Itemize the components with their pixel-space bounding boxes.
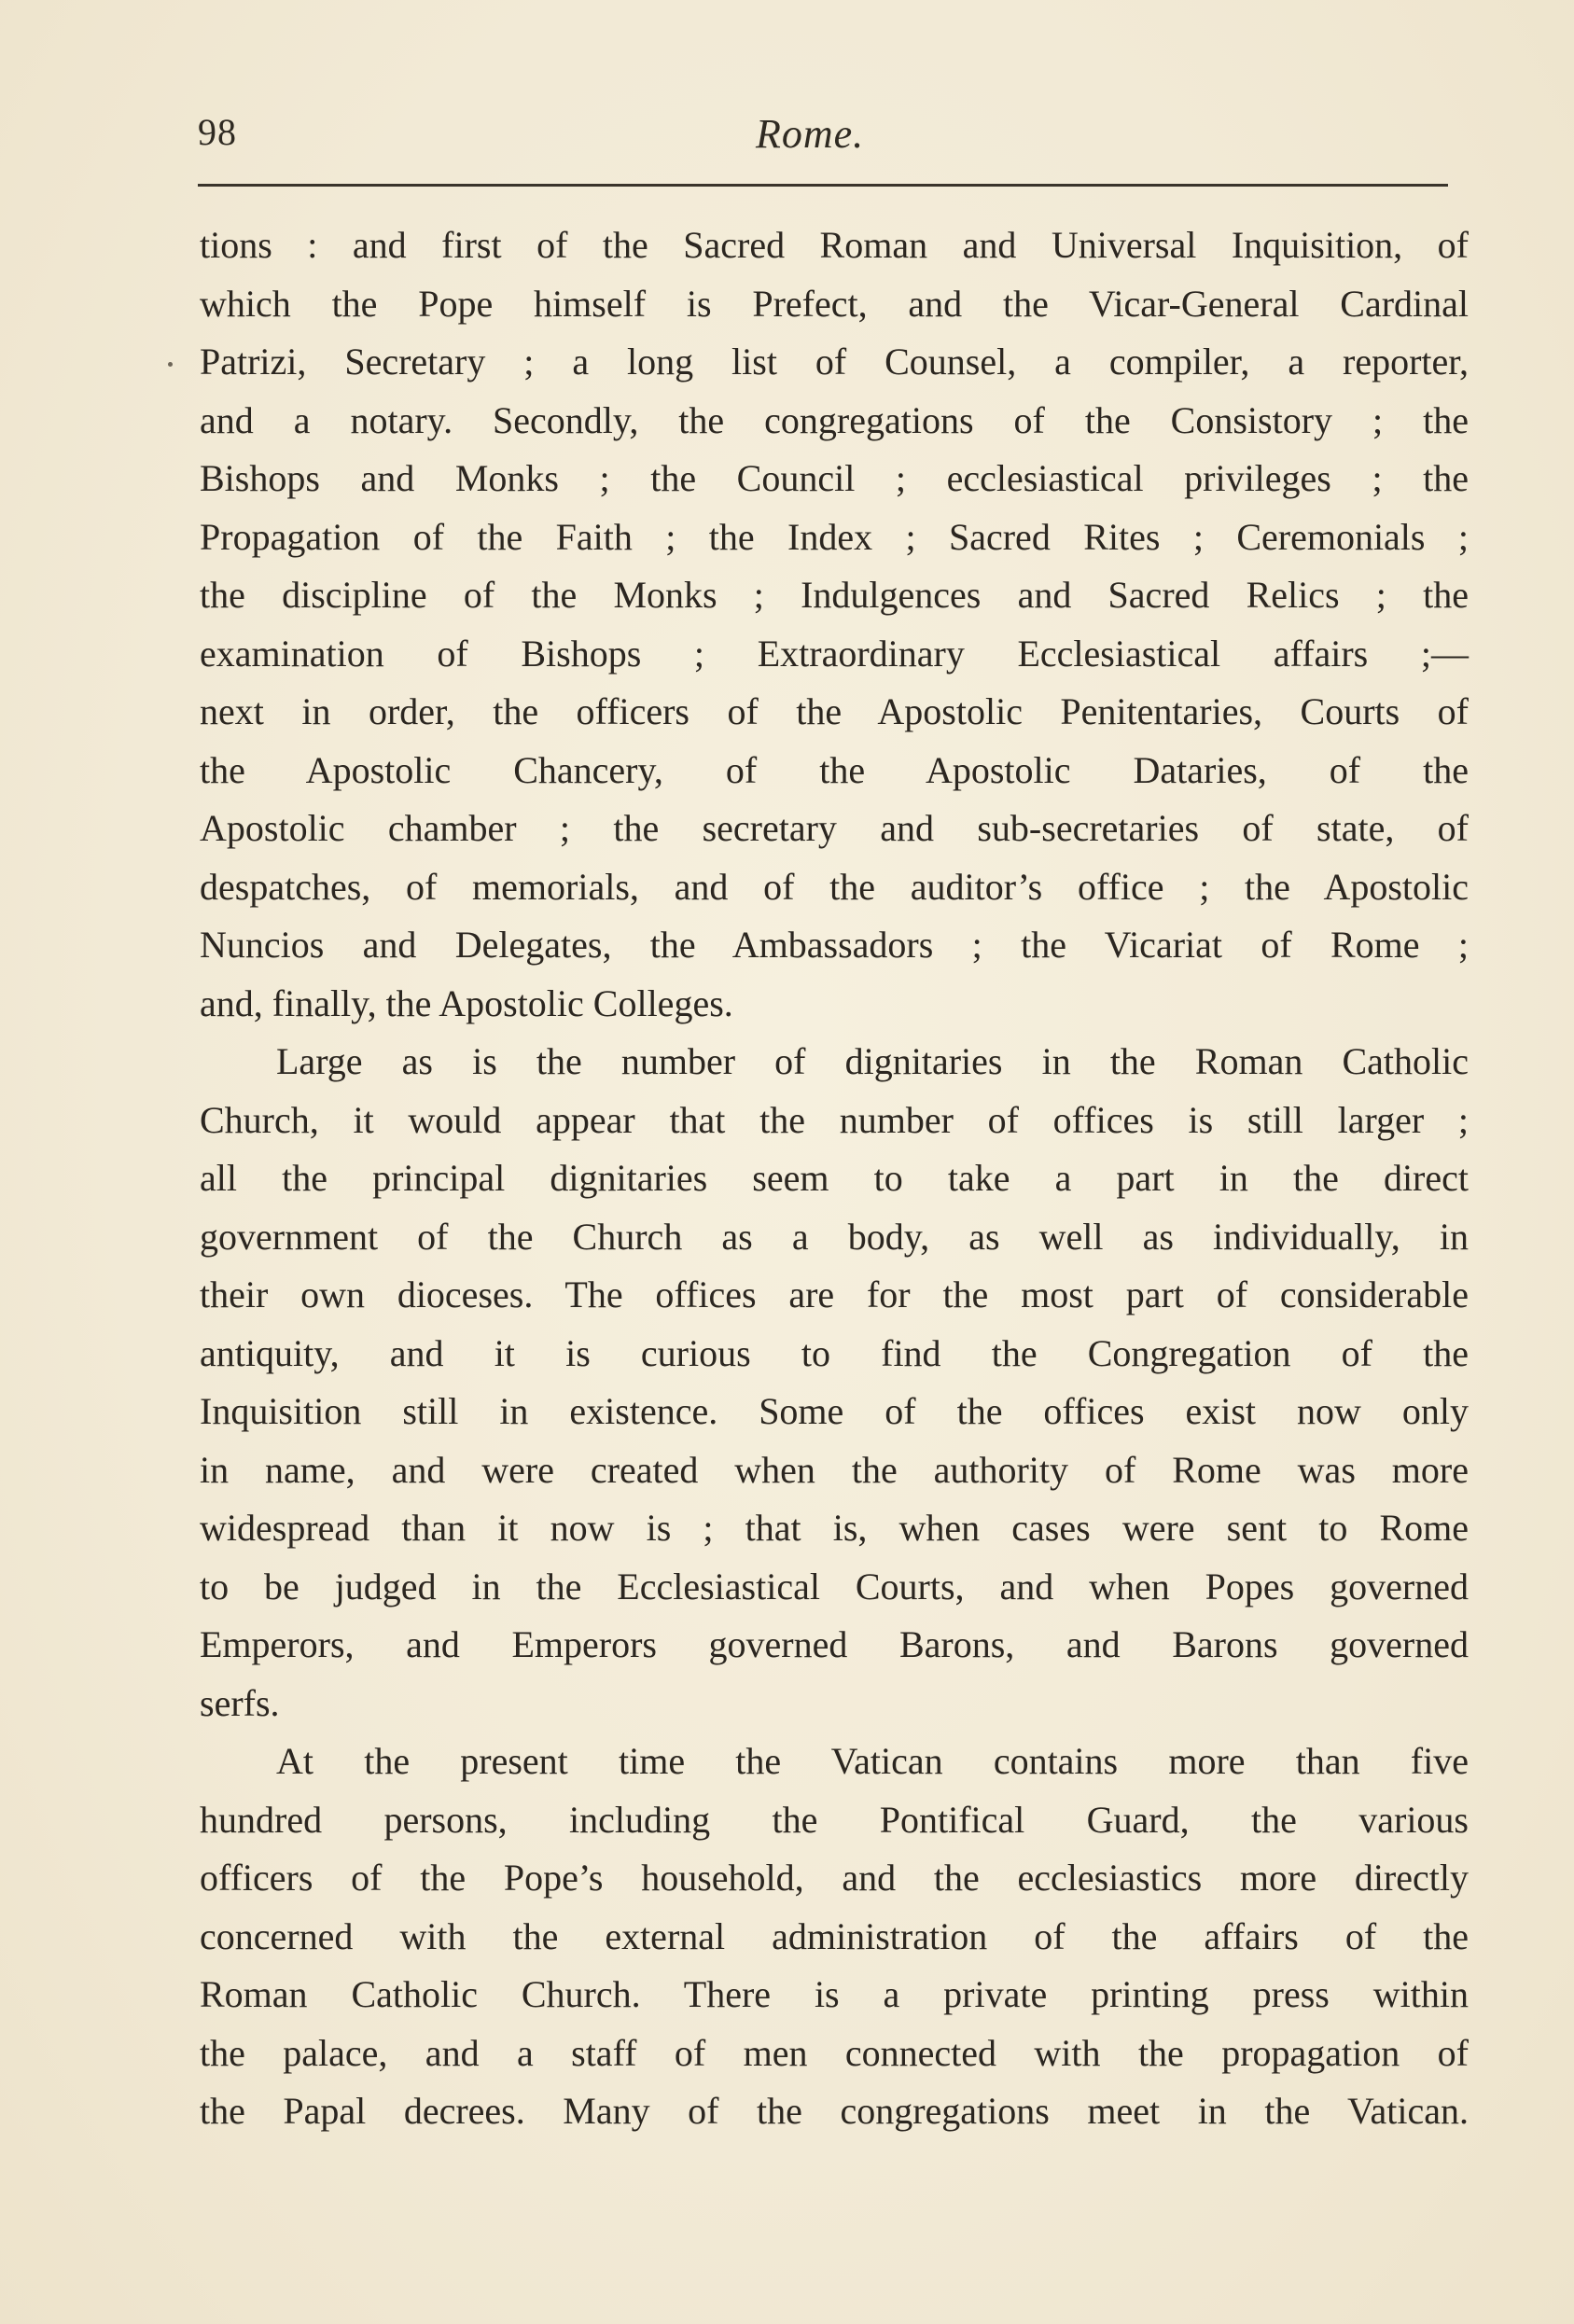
text-line: next in order, the officers of the Apostolic Penitentaries, Courts of: [200, 690, 1469, 732]
text-line: hundred persons, including the Pontifical Guard, the various: [200, 1798, 1469, 1841]
text-line: officers of the Pope’s household, and the ecclesiastics more directly: [200, 1857, 1469, 1899]
paragraph-end-line: and, finally, the Apostolic Colleges.: [200, 981, 733, 1024]
text-line: government of the Church as a body, as well as individually, in: [200, 1215, 1469, 1258]
text-line: antiquity, and it is curious to find the Congregation of the: [200, 1331, 1469, 1374]
body-text: [200, 216, 1469, 2141]
text-line: the Papal decrees. Many of the congregations meet in the Vatican.: [200, 2090, 1469, 2132]
text-line: all the principal dignitaries seem to take a part in the direct: [200, 1157, 1469, 1199]
text-line: the Apostolic Chancery, of the Apostolic Dataries, of the: [200, 748, 1469, 791]
text-line: their own dioceses. The offices are for the most part of considerable: [200, 1273, 1469, 1315]
text-line: Nuncios and Delegates, the Ambassadors ; the Vicariat of Rome ;: [200, 924, 1469, 966]
text-line: Church, it would appear that the number of offices is still larger ;: [200, 1098, 1469, 1141]
text-line: to be judged in the Ecclesiastical Courts, and when Popes governed: [200, 1565, 1469, 1607]
text-line: the discipline of the Monks ; Indulgences and Sacred Relics ; the: [200, 574, 1469, 616]
paragraph-start-line: Large as is the number of dignitaries in the Roman Catholic: [276, 1040, 1469, 1082]
text-line: Patrizi, Secretary ; a long list of Counsel, a compiler, a reporter,: [200, 341, 1469, 383]
text-line: Roman Catholic Church. There is a private printing press within: [200, 1973, 1469, 2015]
paragraph-start-line: At the present time the Vatican contains more than five: [276, 1740, 1469, 1782]
text-line: Inquisition still in existence. Some of the offices exist now only: [200, 1390, 1469, 1432]
page-header: [198, 110, 1448, 166]
paragraph-end-line: serfs.: [200, 1681, 280, 1724]
header-rule: [198, 184, 1448, 187]
text-line: Propagation of the Faith ; the Index ; Sacred Rites ; Ceremonials ;: [200, 515, 1469, 558]
text-line: Bishops and Monks ; the Council ; ecclesiastical privileges ; the: [200, 457, 1469, 499]
text-line: concerned with the external administration of the affairs of the: [200, 1914, 1469, 1957]
text-line: which the Pope himself is Prefect, and the Vicar-General Cardinal: [200, 282, 1469, 325]
text-line: examination of Bishops ; Extraordinary Ecclesiastical affairs ;—: [200, 632, 1469, 675]
text-line: in name, and were created when the authority of Rome was more: [200, 1448, 1469, 1491]
margin-mark: [168, 362, 173, 367]
text-line: Apostolic chamber ; the secretary and sub-secretaries of state, of: [200, 807, 1469, 849]
text-line: Emperors, and Emperors governed Barons, and Barons governed: [200, 1623, 1469, 1665]
page-number: 98: [198, 111, 237, 153]
text-line: the palace, and a staff of men connected with the propagation of: [200, 2031, 1469, 2074]
running-head: Rome.: [756, 111, 865, 157]
text-line: and a notary. Secondly, the congregations of the Consistory ; the: [200, 398, 1469, 441]
text-line: tions : and first of the Sacred Roman and Universal Inquisition, of: [200, 224, 1469, 266]
text-line: despatches, of memorials, and of the auditor’s office ; the Apostolic: [200, 865, 1469, 908]
text-line: widespread than it now is ; that is, when cases were sent to Rome: [200, 1507, 1469, 1549]
